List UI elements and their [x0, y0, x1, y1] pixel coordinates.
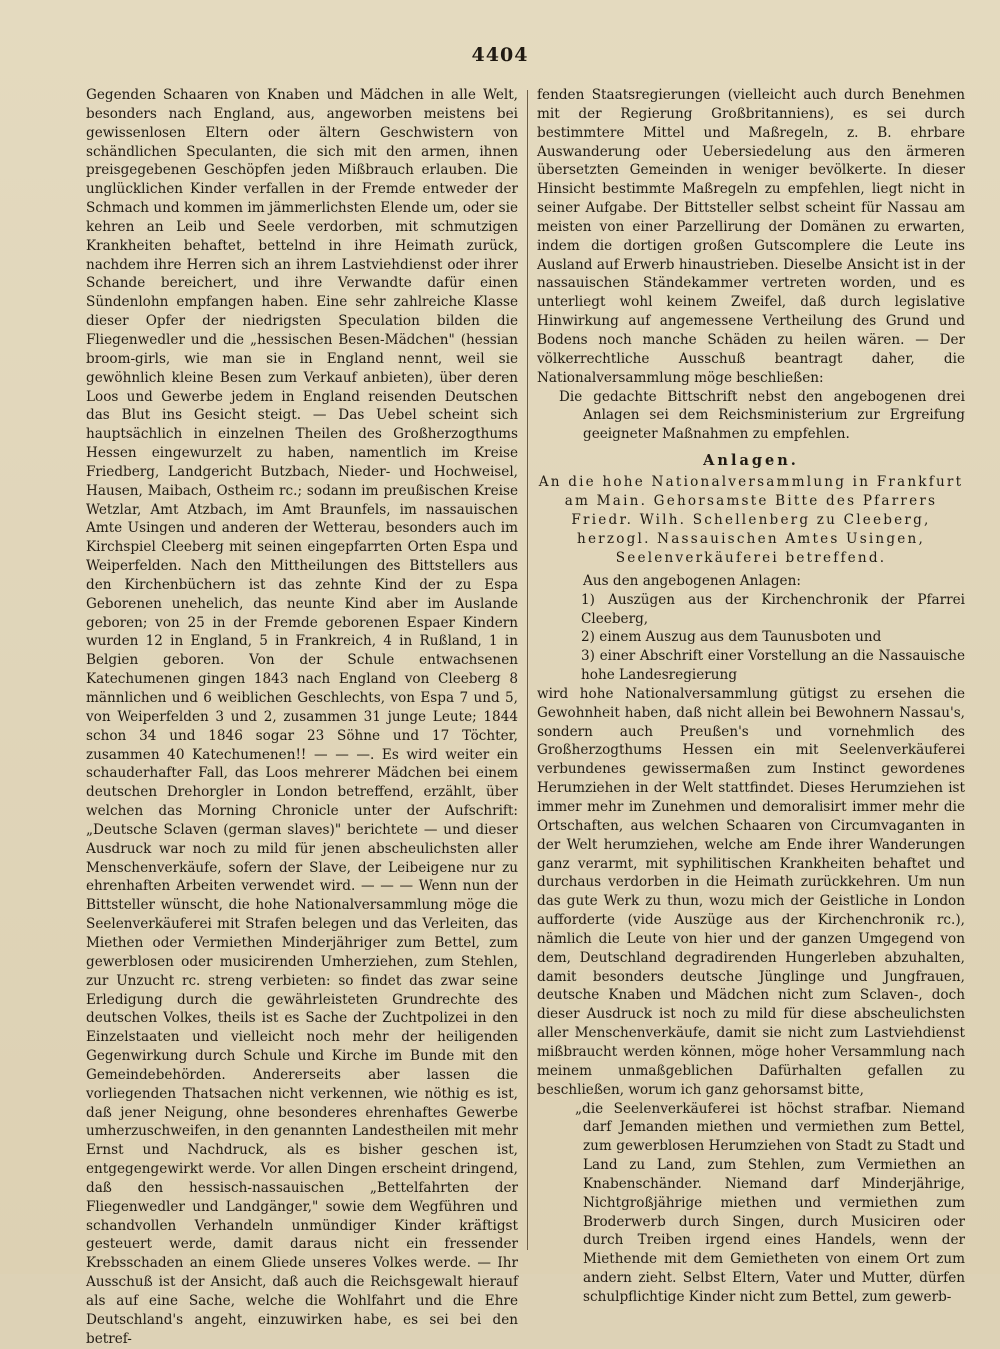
- continuation-paragraph: fenden Staatsregierungen (vielleicht auch durch Benehmen mit der Regierung Großbritanniens), es sei durch bestimmtere Mittel und Maßregeln, z. B. ehrbare Auswanderung oder Uebersiedelung aus den ärmeren übersetzten Gemeinden in weniger bevölkerte. In dieser Hinsicht bestimmte Maßregeln zu empfehlen, liegt nicht in seiner Aufgabe. Der Bittsteller selbst scheint für Nassau am meisten von einer Parzellirung der Domänen zu erwarten, indem die dortigen großen Gutscomplere die Leute ins Ausland auf Erwerb hinaustrieben. Dieselbe Ansicht ist in der nassauischen Ständekammer vertreten worden, und es unterliegt wohl keinem Zweifel, daß durch legislative Hinwirkung auf angemessene Vertheilung des Grund und Bodens noch manche Schäden zu heilen wären. — Der völkerrechtliche Ausschuß beantragt daher, die Nationalversammlung möge beschließen:: [537, 87, 965, 386]
- petition-paragraph: wird hohe Nationalversammlung gütigst zu ersehen die Gewohnheit haben, daß nicht allein bei Bewohnern Nassau's, sondern auch Preußen's und vornehmlich des Großherzogthums Hessen ein mit Seelenverkäuferei verbundenes gewissermaßen zum Instinct gewordenes Herumziehen in der Welt stattfindet. Dieses Herumziehen ist immer mehr im Zunehmen und demoralisirt immer mehr die Ortschaften, aus welchen Schaaren von Circumvaganten in der Welt herumziehen, welche am Ende ihrer Wanderungen ganz verarmt, mit syphilitischen Krankheiten behaftet und durchaus verdorben in die Heimath zurückkehren. Um nun das gute Werk zu thun, wozu mich der Geistliche in London aufforderte (vide Auszüge aus der Kirchenchronik rc.), nämlich die Leute von hier und der ganzen Umgegend von dem, Deutschland degradirenden Hungerleben abzuhalten, damit besonders deutsche Jünglinge und Jungfrauen, deutsche Knaben und Mädchen nicht zum Sclaven-, doch dieser Ausdruck ist noch zu mild für diese abscheulichsten aller Menschenverkäufe, damit sie nicht zum Lastviehdienst mißbraucht werden können, möge hoher Versammlung nach meinem unmaßgeblichen Dafürhalten gefallen zu beschließen, worum ich ganz gehorsamst bitte,: [537, 685, 965, 1098]
- right-column: [537, 86, 965, 1305]
- left-column-paragraph: Gegenden Schaaren von Knaben und Mädchen in alle Welt, besonders nach England, aus, angeworben meistens bei gewissenlosen Eltern oder ältern Geschwistern von schändlichen Speculanten, die sich mit den armen, ihnen preisgegebenen Geschöpfen jeden Mißbrauch erlauben. Die unglücklichen Kinder verfallen in der Fremde entweder der Schmach und kommen im jämmerlichsten Elende um, oder sie kehren an Leib und Seele verdorben, mit schmutzigen Krankheiten behaftet, bettelnd in ihre Heimath zurück, nachdem ihre Herren sich an ihrem Lastviehdienst oder ihrer Schande bereichert, und ihre Verwandte dafür einen Sündenlohn empfangen haben. Eine sehr zahlreiche Klasse dieser Opfer der niedrigsten Speculation bilden die Fliegenwedler und die „hessischen Besen-Mädchen" (hessian broom-girls, wie man sie in England nennt, weil sie gewöhnlich kleine Besen zum Verkauf anbieten), über deren Loos und Gewerbe jedem in England reisenden Deutschen das Blut ins Gesicht steigt. — Das Uebel scheint sich hauptsächlich in einzelnen Theilen des Großherzogthums Hessen eingewurzelt zu haben, namentlich im Kreise Friedberg, Landgericht Butzbach, Nieder- und Hochweisel, Hausen, Maibach, Ostheim rc.; sodann im preußischen Kreise Wetzlar, Amt Atzbach, im Amt Braunfels, im nassauischen Amte Usingen und anderen der Wetterau, besonders auch im Kirchspiel Cleeberg mit seinen eingepfarrten Orten Espa und Weiperfelden. Nach den Mittheilungen des Bittstellers aus den Kirchenbüchern ist das zehnte Kind der zu Espa Geborenen unehelich, das neunte Kind aber im Auslande geboren; von 25 in der Fremde geborenen Espaer Kindern wurden 12 in England, 5 in Frankreich, 4 in Rußland, 1 in Belgien geboren. Von der Schule entwachsenen Katechumenen gingen 1843 nach England von Cleeberg 8 männlichen und 6 weiblichen Geschlechts, von Espa 7 und 5, von Weiperfelden 3 und 2, zusammen 31 junge Leute; 1844 schon 34 und 1846 sogar 23 Söhne und 17 Töchter, zusammen 40 Katechumenen!! — — —. Es wird weiter ein schauderhafter Fall, das Loos mehrerer Mädchen bei einem deutschen Drehorgler in London betreffend, erzählt, über welchen das Morning Chronicle unter der Aufschrift: „Deutsche Sclaven (german slaves)" berichtete — und dieser Ausdruck war noch zu mild für jenen abscheulichsten aller Menschenverkäufe, sofern der Slave, der Leibeigene nur zu ehrenhaften Arbeiten verwendet wird. — — — Wenn nun der Bittsteller wünscht, die hohe Nationalversammlung möge die Seelenverkäuferei mit Strafen belegen und das Verleiten, das Miethen oder Vermiethen Minderjähriger zum Bettel, zum gewerblosen oder musicirenden Umherziehen, zum Stehlen, zur Unzucht rc. streng verbieten: so findet das zwar seine Erledigung durch die gewährleisteten Grundrechte des deutschen Volkes, theils ist es Sache der Zuchtpolizei in den Einzelstaaten und vielleicht noch mehr der heiligenden Gegenwirkung durch Schule und Kirche im Bunde mit den Gemeindebehörden. Andererseits aber lassen die vorliegenden Thatsachen nicht verkennen, wie nöthig es ist, daß jener Neigung, ohne besonderes ehrenhaftes Gewerbe umherzuschweifen, in den genannten Landestheilen mit mehr Ernst und Nachdruck, als es bisher geschen ist, entgegengewirkt werde. Vor allen Dingen erscheint dringend, daß den hessisch-nassauischen „Bettelfahrten der Fliegenwedler und Landgänger," sowie dem Wegführen und schandvollen Verhandeln unmündiger Kinder kräftigst gesteuert werde, damit daraus nicht ein fressender Krebsschaden an einem Gliede unseres Volkes werde. — Ihr Ausschuß ist der Ansicht, daß auch die Reichsgewalt hierauf als auf eine Sache, welche die Wohlfahrt und die Ehre Deutschland's angeht, einzuwirken habe, es sei bei den betref-: [86, 87, 518, 1347]
- left-column: [86, 86, 518, 1347]
- annex-heading: Anlagen.: [703, 452, 799, 470]
- annex-intro: Aus den angebogenen Anlagen:: [583, 572, 801, 589]
- column-divider: [527, 90, 528, 1250]
- annex-item-1: 1) Auszügen aus der Kirchenchronik der Pfarrei Cleeberg,: [581, 591, 965, 627]
- petition-subject: An die hohe Nationalversammlung in Frankfurt am Main. Gehorsamste Bitte des Pfarrers Friedr. Wilh. Schellenberg zu Cleeberg, herzogl. Nassauischen Amtes Usingen, Seelenverkäuferei betreffend.: [538, 473, 964, 566]
- annex-item-3: 3) einer Abschrift einer Vorstellung an die Nassauische hohe Landesregierung: [581, 648, 965, 684]
- annex-item-2: 2) einem Auszug aus dem Taunusboten und: [581, 629, 882, 646]
- resolution-text: Die gedachte Bittschrift nebst den angebogenen drei Anlagen sei dem Reichsministerium zur Ergreifung geeigneter Maßnahmen zu empfehlen.: [559, 388, 965, 443]
- page-number: 4404: [471, 44, 529, 66]
- proposed-law-quote: „die Seelenverkäuferei ist höchst strafbar. Niemand darf Jemanden miethen und vermiethen zum Bettel, zum gewerblosen Herumziehen von Stadt zu Stadt und Land zu Land, zum Stehlen, zum Vermiethen an Knabenschänder. Niemand darf Minderjährige, Nichtgroßjährige miethen und vermiethen zum Broderwerb durch Singen, durch Musiciren oder durch Treiben irgend eines Handels, wenn der Miethende mit dem Gemietheten von einem Ort zum andern zieht. Selbst Eltern, Vater und Mutter, dürfen schulpflichtige Kinder nicht zum Bettel, zum gewerb-: [575, 1100, 965, 1305]
